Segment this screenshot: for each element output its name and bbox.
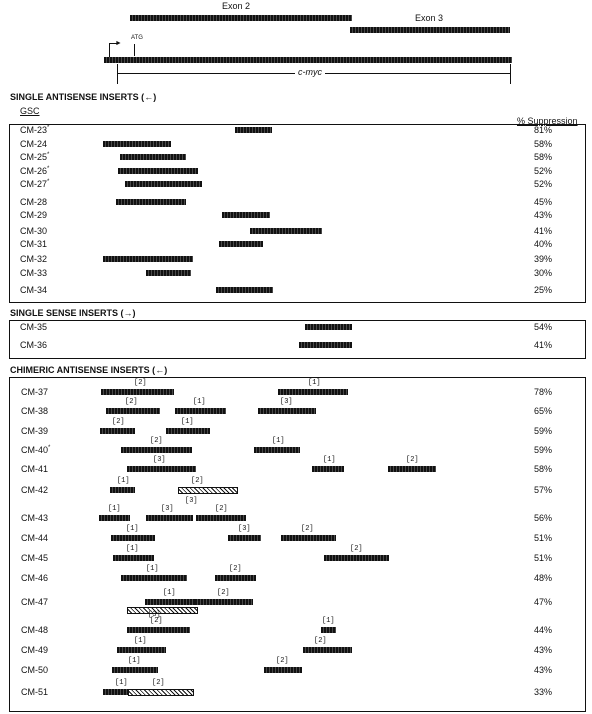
c-myc-left-bracket — [117, 64, 118, 84]
suppression-value: 78% — [534, 387, 553, 397]
suppression-value: 43% — [534, 665, 553, 675]
antisense-segment — [127, 466, 196, 472]
promoter-arrowhead-icon: ► — [115, 40, 122, 47]
single-sense-title-text: SINGLE SENSE INSERTS ( — [10, 308, 124, 318]
promoter-arrow-stem — [109, 43, 110, 57]
chimeric-antisense-title-text: CHIMERIC ANTISENSE INSERTS ( — [10, 365, 156, 375]
fragment-tag: [1] — [134, 637, 147, 645]
construct-label: CM-41 — [21, 464, 49, 474]
suppression-column-header: % Suppression — [517, 116, 578, 126]
construct-label: CM-24 — [20, 139, 48, 149]
construct-label: CM-23* — [20, 125, 50, 135]
fragment-tag: [1] — [126, 525, 139, 533]
fragment-tag: [3] — [148, 611, 161, 619]
exon3-label: Exon 3 — [415, 13, 444, 23]
fragment-tag: [2] — [152, 679, 165, 687]
antisense-segment — [125, 181, 202, 187]
fragment-tag: [2] — [406, 456, 419, 464]
construct-label: CM-42 — [21, 485, 49, 495]
antisense-segment — [222, 212, 270, 218]
construct-label: CM-38 — [21, 406, 49, 416]
suppression-value: 57% — [534, 485, 553, 495]
antisense-segment — [116, 199, 186, 205]
suppression-value: 43% — [534, 645, 553, 655]
construct-label: CM-39 — [21, 426, 49, 436]
antisense-segment — [321, 627, 336, 633]
suppression-value: 39% — [534, 254, 553, 264]
title-close-paren: ) — [132, 308, 136, 318]
antisense-segment — [312, 466, 344, 472]
sense-segment — [128, 689, 194, 696]
antisense-segment — [166, 428, 210, 434]
antisense-segment — [106, 408, 160, 414]
fragment-tag: [2] — [134, 379, 147, 387]
suppression-value: 33% — [534, 687, 553, 697]
construct-label: CM-29 — [20, 210, 48, 220]
antisense-segment — [146, 270, 191, 276]
fragment-tag: [2] — [350, 545, 363, 553]
fragment-tag: [1] — [117, 477, 130, 485]
fragment-tag: [1] — [108, 505, 121, 513]
atg-tick — [134, 44, 135, 56]
novel-marker: * — [47, 125, 50, 131]
fragment-tag: [2] — [125, 398, 138, 406]
fragment-tag: [2] — [301, 525, 314, 533]
antisense-segment — [196, 515, 246, 521]
fragment-tag: [1] — [115, 679, 128, 687]
fragment-tag: [2] — [215, 505, 228, 513]
suppression-value: 48% — [534, 573, 553, 583]
construct-label: CM-47 — [21, 597, 49, 607]
fragment-tag: [1] — [308, 379, 321, 387]
exon2-label: Exon 2 — [222, 1, 251, 11]
fragment-tag: [2] — [229, 565, 242, 573]
antisense-segment — [145, 599, 195, 605]
fragment-tag: [1] — [126, 545, 139, 553]
construct-label: CM-30 — [20, 226, 48, 236]
exon2-bar — [130, 15, 352, 21]
antisense-segment — [303, 647, 352, 653]
construct-label: CM-25* — [20, 152, 50, 162]
construct-label: CM-32 — [20, 254, 48, 264]
construct-label: CM-51 — [21, 687, 49, 697]
single-sense-title — [10, 308, 136, 318]
fragment-tag: [2] — [150, 617, 163, 625]
fragment-tag: [2] — [191, 477, 204, 485]
antisense-segment — [118, 168, 198, 174]
antisense-segment — [215, 575, 256, 581]
fragment-tag: [3] — [153, 456, 166, 464]
suppression-value: 58% — [534, 139, 553, 149]
suppression-value: 41% — [534, 226, 553, 236]
antisense-segment — [264, 667, 302, 673]
suppression-value: 59% — [534, 445, 553, 455]
suppression-value: 43% — [534, 210, 553, 220]
suppression-value: 47% — [534, 597, 553, 607]
antisense-segment — [219, 241, 263, 247]
novel-marker: * — [47, 166, 50, 172]
construct-label: CM-50 — [21, 665, 49, 675]
antisense-segment — [117, 647, 166, 653]
construct-label: CM-48 — [21, 625, 49, 635]
antisense-segment — [228, 535, 261, 541]
construct-label: CM-45 — [21, 553, 49, 563]
atg-label: ATG — [131, 35, 143, 41]
novel-marker: * — [48, 445, 51, 451]
antisense-segment — [127, 627, 190, 633]
construct-label: CM-43 — [21, 513, 49, 523]
suppression-value: 54% — [534, 322, 553, 332]
suppression-value: 41% — [534, 340, 553, 350]
fragment-tag: [1] — [146, 565, 159, 573]
c-myc-genomic-bar — [104, 57, 512, 63]
construct-label: CM-31 — [20, 239, 48, 249]
suppression-value: 40% — [534, 239, 553, 249]
single-sense-box — [9, 320, 586, 359]
construct-label: CM-40* — [21, 445, 51, 455]
suppression-value: 25% — [534, 285, 553, 295]
suppression-value: 56% — [534, 513, 553, 523]
construct-label: CM-34 — [20, 285, 48, 295]
single-antisense-title — [10, 92, 156, 102]
fragment-tag: [3] — [185, 497, 198, 505]
construct-label: CM-27* — [20, 179, 50, 189]
single-antisense-title-text: SINGLE ANTISENSE INSERTS ( — [10, 92, 145, 102]
left-arrow-icon: ← — [144, 92, 154, 102]
construct-label: CM-37 — [21, 387, 49, 397]
construct-label: CM-36 — [20, 340, 48, 350]
fragment-tag: [3] — [280, 398, 293, 406]
novel-marker: * — [47, 152, 50, 158]
antisense-segment — [103, 256, 193, 262]
antisense-segment — [250, 228, 322, 234]
fragment-tag: [2] — [112, 418, 125, 426]
suppression-value: 81% — [534, 125, 553, 135]
construct-label: CM-35 — [20, 322, 48, 332]
antisense-segment — [113, 555, 154, 561]
suppression-value: 58% — [534, 464, 553, 474]
fragment-tag: [2] — [150, 437, 163, 445]
antisense-segment — [278, 389, 348, 395]
antisense-segment — [100, 428, 135, 434]
sense-segment — [127, 607, 198, 614]
construct-label: CM-44 — [21, 533, 49, 543]
suppression-value: 51% — [534, 553, 553, 563]
antisense-segment — [146, 515, 193, 521]
antisense-segment — [175, 408, 226, 414]
chimeric-antisense-box — [9, 377, 586, 712]
fragment-tag: [2] — [276, 657, 289, 665]
construct-label: CM-49 — [21, 645, 49, 655]
antisense-segment — [195, 599, 253, 605]
title-close-paren: ) — [153, 92, 157, 102]
fragment-tag: [3] — [238, 525, 251, 533]
antisense-segment — [281, 535, 336, 541]
suppression-value: 30% — [534, 268, 553, 278]
antisense-segment — [121, 575, 187, 581]
fragment-tag: [1] — [163, 589, 176, 597]
single-antisense-box — [9, 124, 586, 303]
title-close-paren: ) — [164, 365, 168, 375]
suppression-value: 52% — [534, 166, 553, 176]
antisense-segment — [299, 342, 352, 348]
left-arrow-icon: ← — [155, 365, 165, 375]
chimeric-antisense-title — [10, 365, 167, 375]
antisense-segment — [121, 447, 192, 453]
fragment-tag: [1] — [322, 617, 335, 625]
antisense-segment — [112, 667, 158, 673]
suppression-value: 45% — [534, 197, 553, 207]
antisense-segment — [324, 555, 389, 561]
fragment-tag: [1] — [181, 418, 194, 426]
construct-label: CM-26* — [20, 166, 50, 176]
fragment-tag: [1] — [272, 437, 285, 445]
suppression-value: 51% — [534, 533, 553, 543]
antisense-segment — [120, 154, 186, 160]
antisense-segment — [103, 141, 171, 147]
antisense-segment — [254, 447, 300, 453]
antisense-segment — [305, 324, 352, 330]
fragment-tag: [1] — [193, 398, 206, 406]
sense-segment — [178, 487, 238, 494]
suppression-value: 44% — [534, 625, 553, 635]
antisense-segment — [110, 487, 135, 493]
fragment-tag: [3] — [161, 505, 174, 513]
antisense-segment — [216, 287, 273, 293]
suppression-value: 52% — [534, 179, 553, 189]
antisense-segment — [388, 466, 436, 472]
novel-marker: * — [47, 179, 50, 185]
fragment-tag: [1] — [323, 456, 336, 464]
suppression-value: 65% — [534, 406, 553, 416]
construct-label: CM-46 — [21, 573, 49, 583]
fragment-tag: [1] — [128, 657, 141, 665]
antisense-segment — [258, 408, 316, 414]
construct-label: CM-33 — [20, 268, 48, 278]
construct-label: CM-28 — [20, 197, 48, 207]
antisense-segment — [101, 389, 174, 395]
c-myc-label: c-myc — [295, 67, 325, 77]
suppression-value: 59% — [534, 426, 553, 436]
suppression-value: 58% — [534, 152, 553, 162]
antisense-segment — [111, 535, 155, 541]
antisense-segment — [99, 515, 130, 521]
right-arrow-icon: → — [123, 308, 133, 318]
exon3-bar — [350, 27, 510, 33]
c-myc-right-bracket — [510, 64, 511, 84]
antisense-segment — [235, 127, 272, 133]
fragment-tag: [2] — [314, 637, 327, 645]
gsc-column-header: GSC — [20, 106, 40, 116]
fragment-tag: [2] — [217, 589, 230, 597]
